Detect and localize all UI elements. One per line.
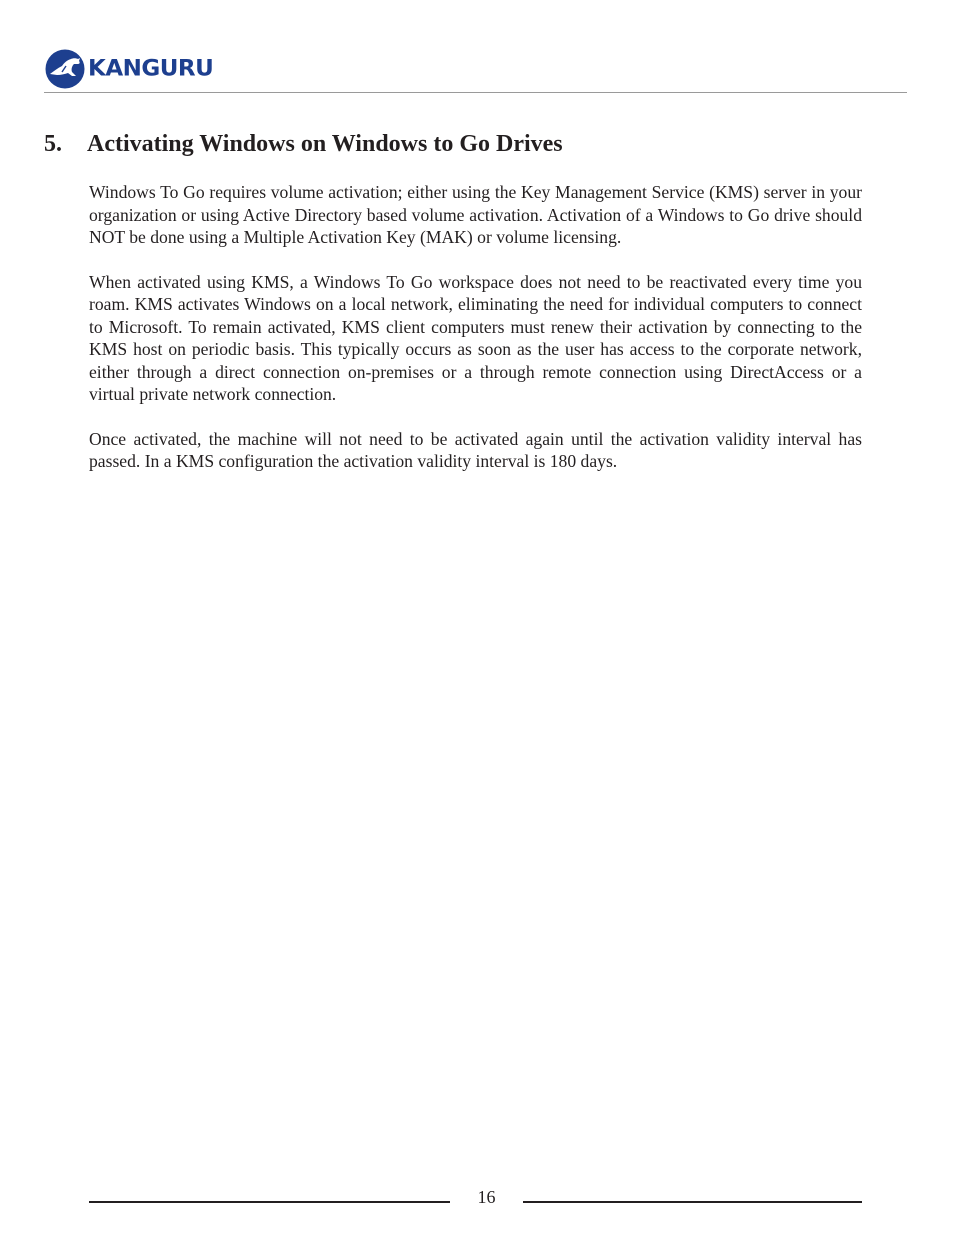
footer-rule-left xyxy=(89,1201,450,1203)
section-number: 5. xyxy=(44,131,62,157)
kanguru-logo xyxy=(45,49,213,89)
logo-wordmark: KANGURU xyxy=(88,56,214,82)
page-number: 16 xyxy=(477,1187,496,1207)
section-body xyxy=(89,181,862,495)
section-heading xyxy=(44,129,563,159)
kanguru-kangaroo-icon xyxy=(45,49,85,89)
footer-rule-right xyxy=(523,1201,862,1203)
section-title: Activating Windows on Windows to Go Drives xyxy=(87,131,563,157)
page-header xyxy=(0,0,954,93)
paragraph: When activated using KMS, a Windows To Go workspace does not need to be reactivated every time you roam. KMS activates Windows on a local network, eliminating the need for individual computers to connect to Microsoft. To remain activated, KMS client computers must renew their activation by connecting to the KMS host on periodic basis. This typically occurs as soon as the user has access to the corporate network, either through a direct connection on-premises or a through remote connection using DirectAccess or a virtual private network connection. xyxy=(89,271,862,404)
paragraph: Windows To Go requires volume activation; either using the Key Management Service (KMS) server in your organization or using Active Directory based volume activation. Activation of a Windows to Go drive should NOT be done using a Multiple Activation Key (MAK) or volume licensing. xyxy=(89,182,862,247)
header-divider xyxy=(44,92,907,93)
paragraph: Once activated, the machine will not need to be activated again until the activation validity interval has passed. In a KMS configuration the activation validity interval is 180 days. xyxy=(89,428,862,471)
